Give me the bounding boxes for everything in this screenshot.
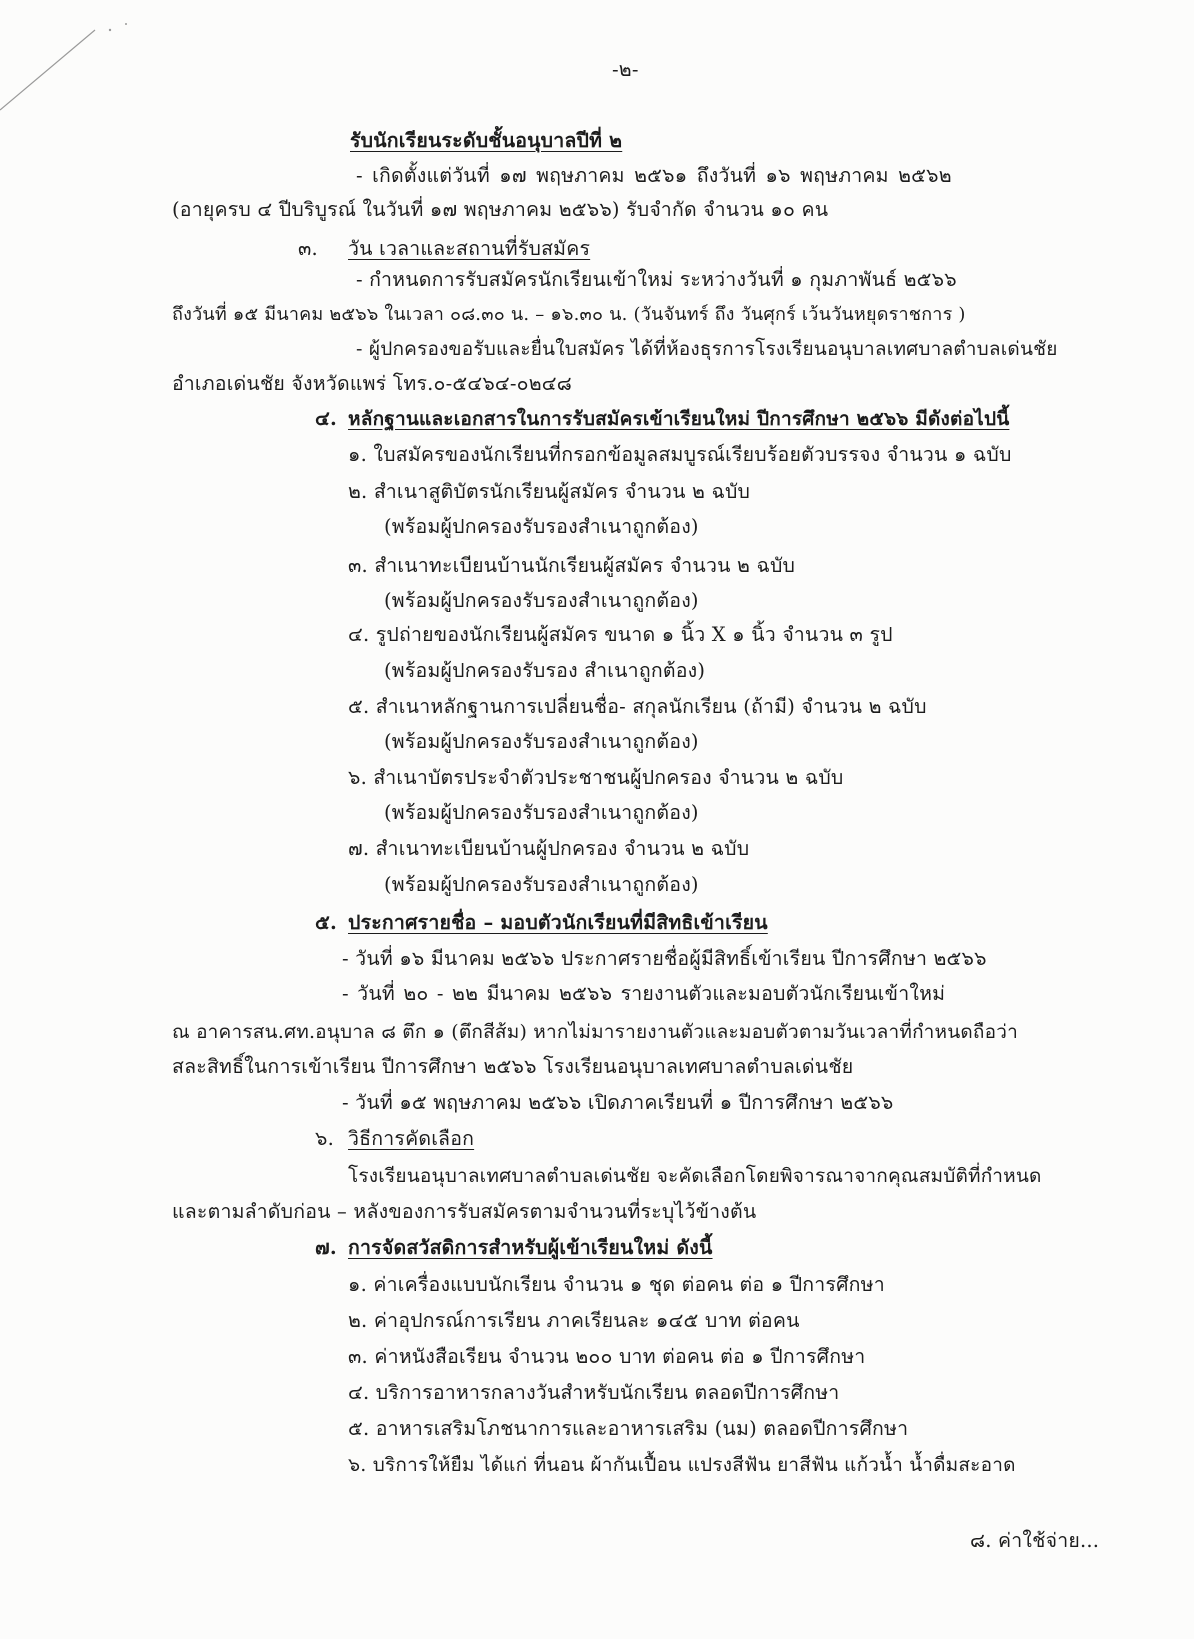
section4-item-3-note: (พร้อมผู้ปกครองรับรองสำเนาถูกต้อง) (384, 589, 699, 612)
section7-item-3: ๓. ค่าหนังสือเรียน จำนวน ๒๐๐ บาท ต่อคน ต่อ ๑ ปีการศึกษา (348, 1345, 866, 1368)
section4-item-5-note: (พร้อมผู้ปกครองรับรองสำเนาถูกต้อง) (384, 730, 699, 753)
section3-line-4: อำเภอเด่นชัย จังหวัดแพร่ โทร.๐-๕๔๖๔-๐๒๔๘ (172, 372, 573, 395)
section3-line-3: - ผู้ปกครองขอรับและยื่นใบสมัคร ได้ที่ห้องธุรการโรงเรียนอนุบาลเทศบาลตำบลเด่นชัย (356, 338, 1058, 360)
kg2-line-2: (อายุครบ ๔ ปีบริบูรณ์ ในวันที่ ๑๗ พฤษภาคม ๒๕๖๖) รับจำกัด จำนวน ๑๐ คน (172, 198, 829, 221)
section5-line-1: - วันที่ ๑๖ มีนาคม ๒๕๖๖ ประกาศรายชื่อผู้มีสิทธิ์เข้าเรียน ปีการศึกษา ๒๕๖๖ (342, 947, 987, 970)
section5-line-5: - วันที่ ๑๕ พฤษภาคม ๒๕๖๖ เปิดภาคเรียนที่ ๑ ปีการศึกษา ๒๕๖๖ (342, 1091, 894, 1114)
section6-number: ๖. (315, 1127, 334, 1150)
section4-item-6-note: (พร้อมผู้ปกครองรับรองสำเนาถูกต้อง) (384, 801, 699, 824)
section4-item-5: ๕. สำเนาหลักฐานการเปลี่ยนชื่อ- สกุลนักเรียน (ถ้ามี) จำนวน ๒ ฉบับ (348, 695, 927, 718)
kg2-line-1: - เกิดตั้งแต่วันที่ ๑๗ พฤษภาคม ๒๕๖๑ ถึงวันที่ ๑๖ พฤษภาคม ๒๕๖๒ (356, 164, 952, 187)
section5-number: ๕. (315, 911, 337, 934)
section5-line-2: - วันที่ ๒๐ - ๒๒ มีนาคม ๒๕๖๖ รายงานตัวและมอบตัวนักเรียนเข้าใหม่ (342, 982, 946, 1005)
section4-item-7: ๗. สำเนาทะเบียนบ้านผู้ปกครอง จำนวน ๒ ฉบับ (348, 837, 750, 860)
section6-line-1: โรงเรียนอนุบาลเทศบาลตำบลเด่นชัย จะคัดเลือกโดยพิจารณาจากคุณสมบัติที่กำหนด (348, 1165, 1042, 1187)
section7-number: ๗. (315, 1236, 337, 1259)
section4-item-7-note: (พร้อมผู้ปกครองรับรองสำเนาถูกต้อง) (384, 873, 699, 896)
kg2-title: รับนักเรียนระดับชั้นอนุบาลปีที่ ๒ (350, 129, 623, 152)
section7-item-6: ๖. บริการให้ยืม ได้แก่ ที่นอน ผ้ากันเปื้อน แปรงสีฟัน ยาสีฟัน แก้วน้ำ น้ำดื่มสะอาด (348, 1454, 1016, 1476)
section7-item-5: ๕. อาหารเสริมโภชนาการและอาหารเสริม (นม) ตลอดปีการศึกษา (348, 1417, 909, 1440)
section3-line-1: - กำหนดการรับสมัครนักเรียนเข้าใหม่ ระหว่างวันที่ ๑ กุมภาพันธ์ ๒๕๖๖ (356, 268, 957, 291)
section4-item-4-note: (พร้อมผู้ปกครองรับรอง สำเนาถูกต้อง) (384, 659, 706, 682)
section7-item-1: ๑. ค่าเครื่องแบบนักเรียน จำนวน ๑ ชุด ต่อคน ต่อ ๑ ปีการศึกษา (348, 1273, 885, 1296)
section3-number: ๓. (298, 237, 318, 260)
section3-title: วัน เวลาและสถานที่รับสมัคร (348, 237, 591, 260)
section7-item-2: ๒. ค่าอุปกรณ์การเรียน ภาคเรียนละ ๑๔๕ บาท ต่อคน (348, 1309, 800, 1332)
section4-item-2-note: (พร้อมผู้ปกครองรับรองสำเนาถูกต้อง) (384, 515, 699, 538)
section3-line-2: ถึงวันที่ ๑๕ มีนาคม ๒๕๖๖ ในเวลา ๐๘.๓๐ น. – ๑๖.๓๐ น. (วันจันทร์ ถึง วันศุกร์ เว้นวันหยุดราชการ ) (172, 304, 966, 325)
section5-line-4: สละสิทธิ์ในการเข้าเรียน ปีการศึกษา ๒๕๖๖ โรงเรียนอนุบาลเทศบาลตำบลเด่นชัย (172, 1055, 854, 1078)
section6-title: วิธีการคัดเลือก (348, 1127, 475, 1150)
section6-line-2: และตามลำดับก่อน – หลังของการรับสมัครตามจำนวนที่ระบุไว้ข้างต้น (172, 1200, 757, 1223)
section7-item-4: ๔. บริการอาหารกลางวันสำหรับนักเรียน ตลอดปีการศึกษา (348, 1381, 840, 1404)
section7-title: การจัดสวัสดิการสำหรับผู้เข้าเรียนใหม่ ดังนี้ (348, 1236, 713, 1259)
continuation-note: ๘. ค่าใช้จ่าย... (970, 1529, 1100, 1552)
section4-number: ๔. (315, 407, 337, 430)
page-number: -๒- (612, 58, 639, 81)
section4-title: หลักฐานและเอกสารในการรับสมัครเข้าเรียนใหม่ ปีการศึกษา ๒๕๖๖ มีดังต่อไปนี้ (348, 408, 1010, 430)
section4-item-2: ๒. สำเนาสูติบัตรนักเรียนผู้สมัคร จำนวน ๒ ฉบับ (348, 480, 751, 503)
section5-title: ประกาศรายชื่อ – มอบตัวนักเรียนที่มีสิทธิเข้าเรียน (348, 911, 768, 934)
section4-item-6: ๖. สำเนาบัตรประจำตัวประชาชนผู้ปกครอง จำนวน ๒ ฉบับ (348, 766, 844, 789)
section4-item-3: ๓. สำเนาทะเบียนบ้านนักเรียนผู้สมัคร จำนวน ๒ ฉบับ (348, 554, 796, 577)
section4-item-1: ๑. ใบสมัครของนักเรียนที่กรอกข้อมูลสมบูรณ์เรียบร้อยตัวบรรจง จำนวน ๑ ฉบับ (348, 443, 1012, 466)
section4-item-4: ๔. รูปถ่ายของนักเรียนผู้สมัคร ขนาด ๑ นิ้ว X ๑ นิ้ว จำนวน ๓ รูป (348, 623, 893, 646)
section5-line-3: ณ อาคารสน.ศท.อนุบาล ๘ ตึก ๑ (ตึกสีส้ม) หากไม่มารายงานตัวและมอบตัวตามวันเวลาที่กำหนดถือว่า (172, 1021, 1018, 1043)
scan-corner-mark (0, 0, 140, 130)
